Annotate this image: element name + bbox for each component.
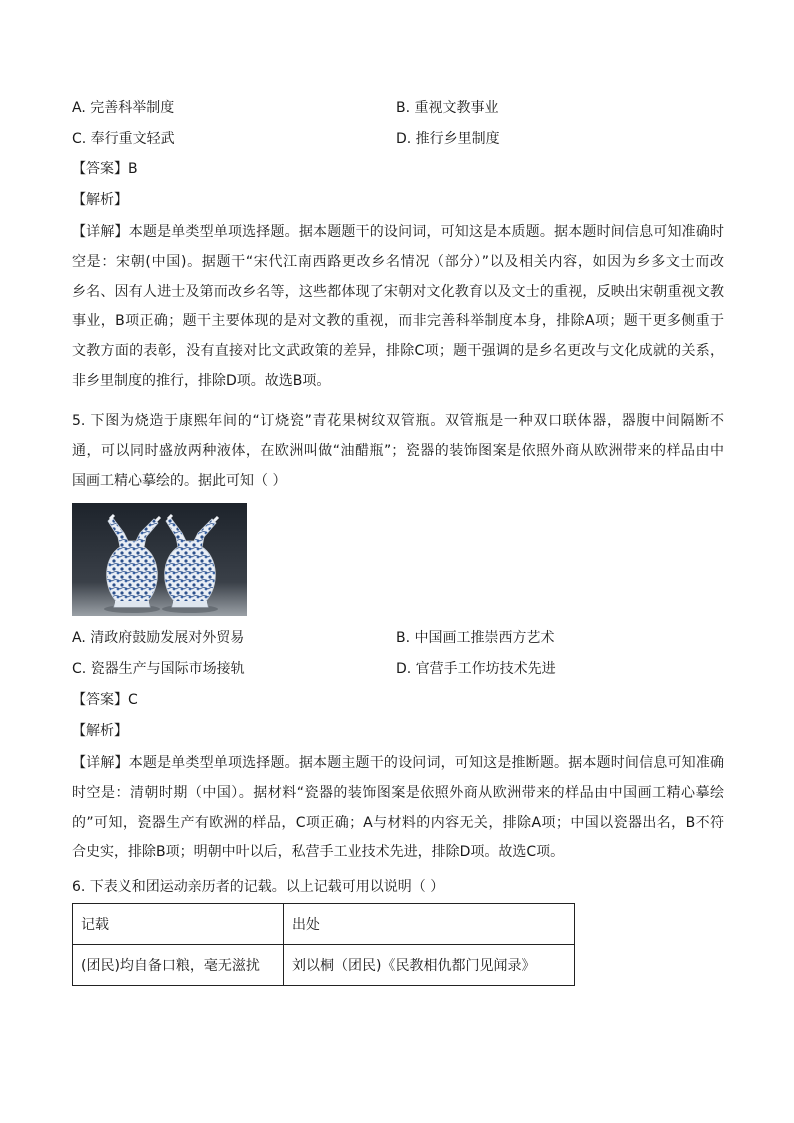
q5-detail-line: 合史实，排除B项；明朝中叶以后，私营手工业技术先进，排除D项。故选C项。 [72, 844, 565, 861]
q4-option-c: C. 奉行重文轻武 [72, 131, 175, 147]
q4-answer: 【答案】B [72, 161, 138, 177]
q5-stem-line: 国画工精心摹绘的。据此可知（ ） [72, 472, 287, 489]
q4-detail-line: 非乡里制度的推行，排除D项。故选B项。 [72, 372, 331, 389]
q5-options-row-2 [72, 657, 732, 681]
q6-stem: 6. 下表义和团运动亲历者的记载。以上记载可用以说明（ ） [72, 879, 445, 895]
q5-analysis-title: 【解析】 [72, 723, 128, 739]
table-header-cell: 记载 [73, 904, 284, 945]
q5-option-a: A. 清政府鼓励发展对外贸易 [72, 630, 245, 646]
q4-options-row-2 [72, 127, 732, 151]
q4-option-b: B. 重视文教事业 [396, 100, 499, 116]
q5-stem [72, 407, 724, 496]
q4-option-d: D. 推行乡里制度 [396, 131, 500, 147]
q5-detail-line: 【详解】本题是单类型单项选择题。据本题主题干的设问词，可知这是推断题。据本题时间信息可知准确 [72, 755, 724, 771]
q4-detail-line: 乡名、因有人进士及第而改乡名等，这些都体现了宋朝对文化教育以及文士的重视，反映出宋朝重视文教 [72, 283, 724, 300]
table-cell: (团民)均自备口粮，毫无滋扰 [73, 945, 284, 986]
q6-record-table [72, 903, 575, 986]
table-header-cell: 出处 [284, 904, 575, 945]
q4-analysis-title: 【解析】 [72, 192, 128, 208]
table-cell: 刘以桐（团民)《民教相仇都门见闻录》 [284, 945, 575, 986]
q5-detail-line: 时空是：清朝时期（中国）。据材料“瓷器的装饰图案是依照外商从欧洲带来的样品由中国画工精心摹绘 [72, 784, 724, 801]
q5-answer: 【答案】C [72, 692, 138, 708]
q4-detail-line: 事业，B项正确；题干主要体现的是对文教的重视，而非完善科举制度本身，排除A项；题干更多侧重于 [72, 313, 724, 330]
q5-option-c: C. 瓷器生产与国际市场接轨 [72, 661, 245, 677]
q4-detail-line: 空是：宋朝(中国)。据题干“宋代江南西路更改乡名情况（部分）”以及相关内容，如因为乡多文士而改 [72, 253, 724, 270]
q5-detail-line: 的”可知，瓷器生产有欧洲的样品，C项正确；A与材料的内容无关，排除A项；中国以瓷器出名，B不符 [72, 814, 724, 831]
q5-stem-line: 5. 下图为烧造于康熙年间的“订烧瓷”青花果树纹双管瓶。双管瓶是一种双口联体器，器腹中间隔断不 [72, 413, 724, 429]
q4-options-row-1 [72, 96, 732, 120]
q5-detail [72, 749, 724, 868]
q4-detail [72, 218, 724, 397]
q4-detail-line: 【详解】本题是单类型单项选择题。据本题题干的设问词，可知这是本质题。据本题时间信息可知准确时 [72, 224, 724, 240]
q5-options-row-1 [72, 626, 732, 650]
q4-option-a: A. 完善科举制度 [72, 100, 175, 116]
double-tube-vase-photo [72, 503, 247, 616]
q5-option-d: D. 官营手工作坊技术先进 [396, 661, 556, 677]
q5-stem-line: 通，可以同时盛放两种液体，在欧洲叫做“油醋瓶”；瓷器的装饰图案是依照外商从欧洲带来的样品由中 [72, 442, 724, 459]
q4-detail-line: 文教方面的表彰，没有直接对比文武政策的差异，排除C项；题干强调的是乡名更改与文化成就的关系， [72, 343, 724, 360]
q5-option-b: B. 中国画工推崇西方艺术 [396, 630, 555, 646]
table-row [73, 945, 575, 986]
table-header-row [73, 904, 575, 945]
